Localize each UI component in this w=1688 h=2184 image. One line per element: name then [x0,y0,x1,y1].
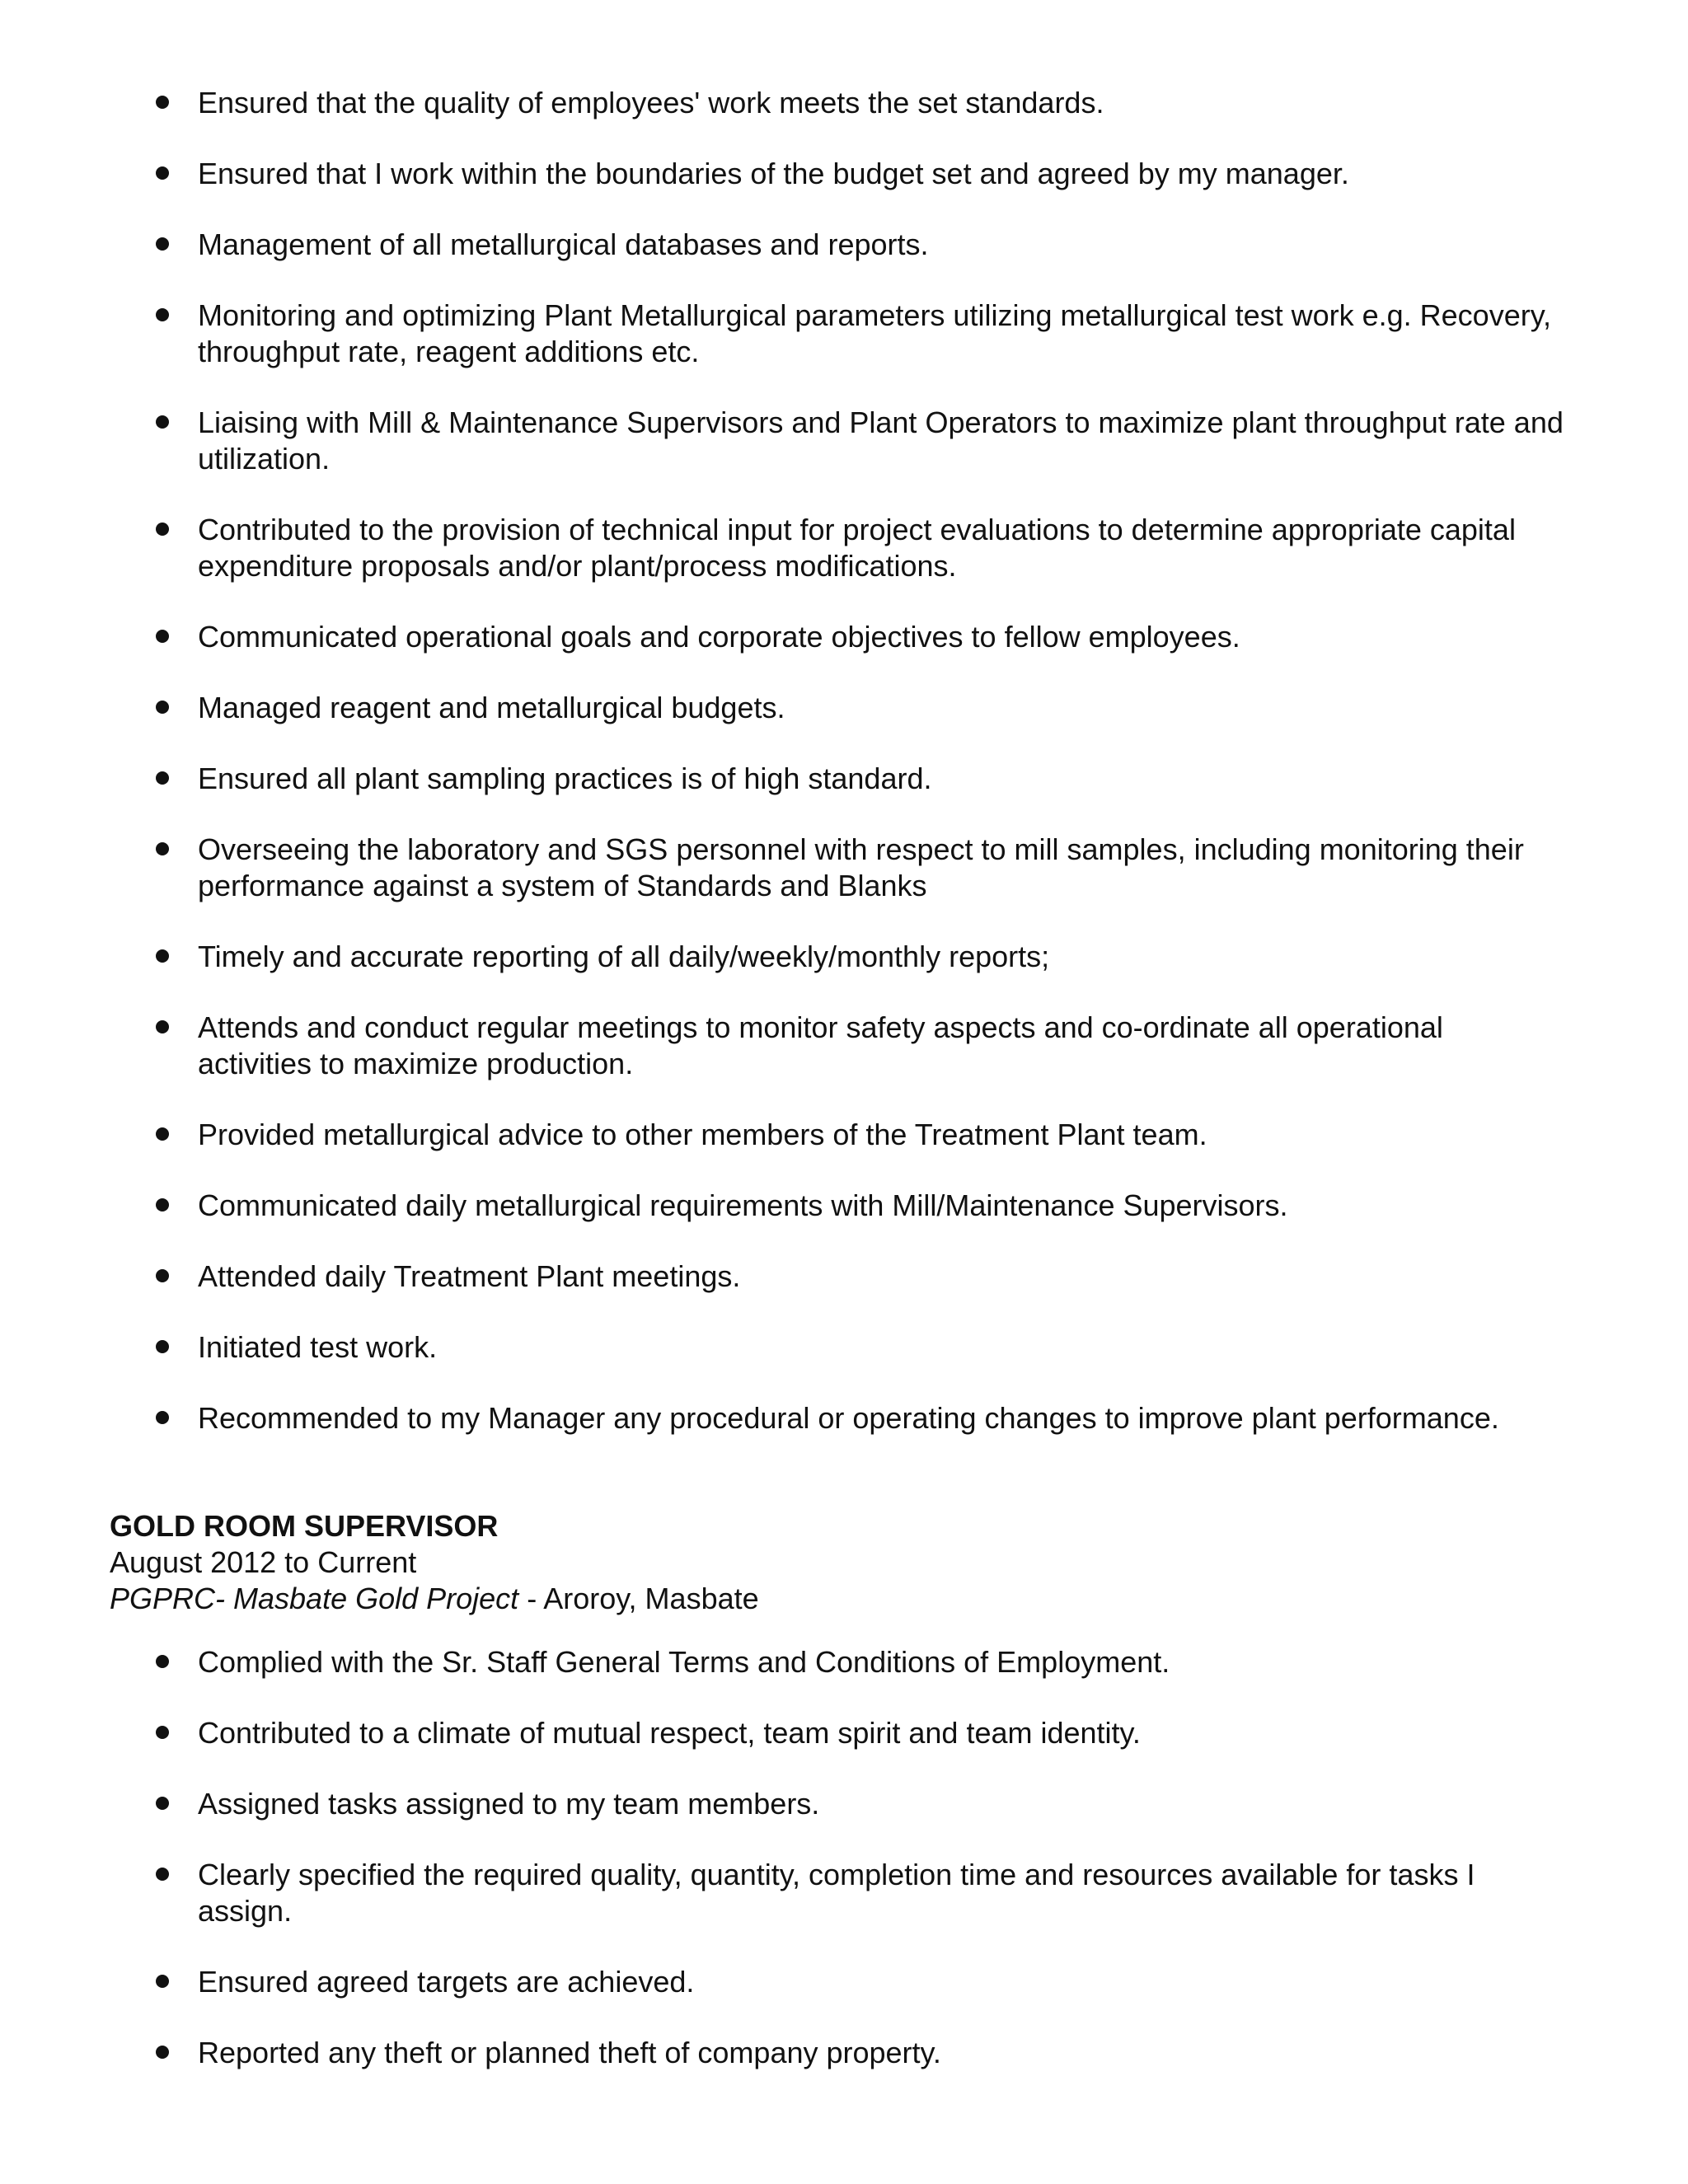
bullet-icon [156,1340,169,1353]
list-item [0,939,1688,975]
list-item-text: Management of all metallurgical databases and reports. [198,227,929,261]
job-dates: August 2012 to Current [110,1545,417,1579]
list-item-text: Assigned tasks assigned to my team members. [198,1787,820,1821]
bullet-icon [156,771,169,785]
bullet-icon [156,1198,169,1212]
list-item-text: Ensured agreed targets are achieved. [198,1965,695,1999]
bullet-icon [156,630,169,643]
bullet-icon [156,1020,169,1033]
list-item-text: Monitoring and optimizing Plant Metallurgical parameters utilizing metallurgical test work e.g. Recovery, throughput rate, reagent additions etc. [198,298,1552,368]
list-item [0,85,1688,121]
bullet-icon [156,1655,169,1668]
list-item [0,1010,1688,1082]
list-item-text: Attends and conduct regular meetings to monitor safety aspects and co-ordinate all operational activities to maximize production. [198,1010,1443,1080]
job-employer [110,1581,759,1617]
bullet-icon [156,308,169,321]
list-item [0,1188,1688,1224]
bullet-icon [156,415,169,429]
bullet-icon [156,2046,169,2059]
bullet-icon [156,166,169,180]
list-item-text: Communicated operational goals and corporate objectives to fellow employees. [198,620,1240,654]
list-item [0,690,1688,726]
list-item [0,761,1688,797]
list-item-text: Contributed to the provision of technical input for project evaluations to determine appropriate capital expenditure proposals and/or plant/process modifications. [198,513,1516,583]
list-item [0,1329,1688,1366]
list-item [0,1258,1688,1295]
job-title: GOLD ROOM SUPERVISOR [110,1509,499,1543]
bullet-icon [156,1411,169,1424]
list-item-text: Reported any theft or planned theft of company property. [198,2036,941,2069]
bullet-icon [156,949,169,963]
list-item-text: Ensured all plant sampling practices is of high standard. [198,762,932,795]
list-item [0,1644,1688,1680]
list-item-text: Initiated test work. [198,1330,438,1364]
list-item [0,832,1688,904]
list-item [0,1117,1688,1153]
list-item-text: Recommended to my Manager any procedural or operating changes to improve plant performance. [198,1401,1499,1435]
bullet-icon [156,1975,169,1988]
list-item-text: Clearly specified the required quality, quantity, completion time and resources available for tasks I assign. [198,1858,1475,1928]
list-item [0,405,1688,477]
list-item [0,1715,1688,1751]
list-item [0,619,1688,655]
list-item-text: Liaising with Mill & Maintenance Supervisors and Plant Operators to maximize plant throughput rate and utilization. [198,405,1564,476]
list-item-text: Ensured that I work within the boundaries of the budget set and agreed by my manager. [198,157,1349,190]
bullet-icon [156,1269,169,1282]
list-item-text: Provided metallurgical advice to other members of the Treatment Plant team. [198,1118,1207,1151]
list-item-text: Contributed to a climate of mutual respect, team spirit and team identity. [198,1716,1141,1750]
list-item-text: Timely and accurate reporting of all daily/weekly/monthly reports; [198,940,1050,973]
list-item [0,1400,1688,1436]
list-item [0,1786,1688,1822]
list-item [0,2035,1688,2071]
bullet-icon [156,237,169,251]
responsibilities-list [0,85,1688,1471]
list-item [0,298,1688,370]
gold-room-duties-list [0,1644,1688,2106]
bullet-icon [156,1868,169,1881]
job-header [110,1508,759,1617]
bullet-icon [156,1797,169,1810]
job-location: - Aroroy, Masbate [518,1582,759,1615]
list-item [0,227,1688,263]
list-item-text: Overseeing the laboratory and SGS personnel with respect to mill samples, including monitoring their performance against a system of Standards and Blanks [198,832,1524,902]
list-item [0,1857,1688,1929]
list-item-text: Managed reagent and metallurgical budgets. [198,691,785,724]
list-item-text: Complied with the Sr. Staff General Terms and Conditions of Employment. [198,1645,1170,1679]
list-item-text: Ensured that the quality of employees' work meets the set standards. [198,86,1104,120]
bullet-icon [156,523,169,536]
list-item [0,156,1688,192]
bullet-icon [156,1127,169,1141]
bullet-icon [156,96,169,109]
bullet-icon [156,701,169,714]
list-item-text: Communicated daily metallurgical requirements with Mill/Maintenance Supervisors. [198,1188,1288,1222]
list-item [0,512,1688,584]
company-name: PGPRC- Masbate Gold Project [110,1582,519,1615]
bullet-icon [156,842,169,855]
list-item-text: Attended daily Treatment Plant meetings. [198,1259,741,1293]
list-item [0,1964,1688,2000]
bullet-icon [156,1726,169,1739]
